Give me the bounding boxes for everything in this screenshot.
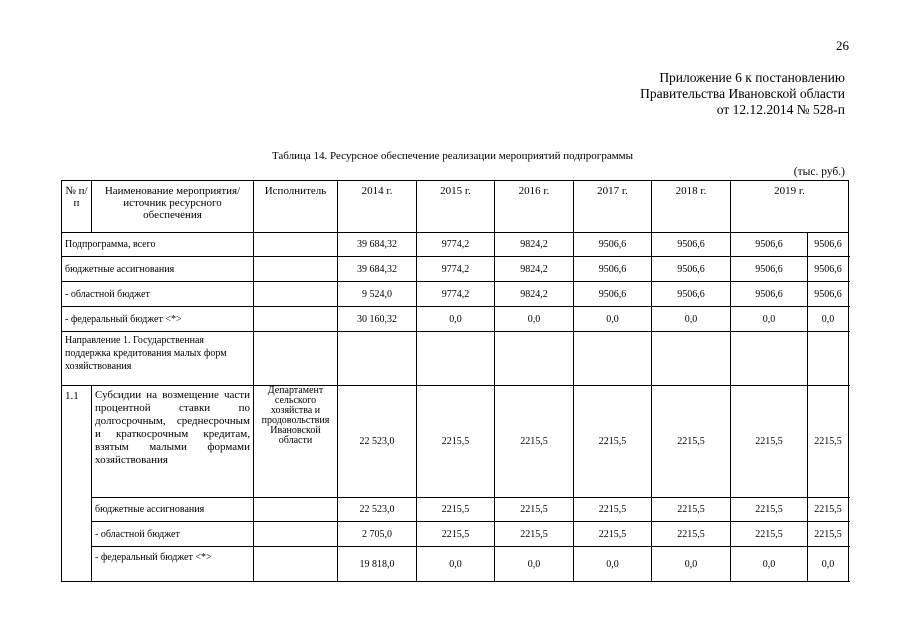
- col-year-header: 2018 г.: [652, 181, 731, 233]
- value-cell: 2215,5: [731, 522, 808, 547]
- value-cell: 0,0: [808, 547, 849, 582]
- col-year-header: 2019 г.: [731, 181, 849, 233]
- value-cell: 9506,6: [574, 233, 652, 257]
- value-cell: [574, 332, 652, 386]
- value-cell: 0,0: [652, 307, 731, 332]
- value-cell: 9506,6: [574, 257, 652, 282]
- table-row: [62, 547, 849, 582]
- document-header: [640, 70, 845, 118]
- value-cell: 2215,5: [495, 386, 574, 498]
- col-year-header: 2015 г.: [417, 181, 495, 233]
- col-name-header: Наименование мероприятия/источник ресурсного обеспечения: [92, 181, 254, 233]
- value-cell: 2215,5: [417, 386, 495, 498]
- row-label: - федеральный бюджет <*>: [92, 547, 254, 582]
- value-cell: 30 160,32: [338, 307, 417, 332]
- value-cell: 2215,5: [731, 386, 808, 498]
- value-cell: 2215,5: [495, 522, 574, 547]
- header-line-3: от 12.12.2014 № 528-п: [716, 102, 845, 117]
- value-cell: 2215,5: [574, 386, 652, 498]
- table-row: [62, 522, 849, 547]
- col-num-header: № п/п: [62, 181, 92, 233]
- value-cell: [338, 332, 417, 386]
- value-cell: [808, 332, 849, 386]
- value-cell: 0,0: [574, 547, 652, 582]
- item-number: 1.1: [62, 386, 92, 582]
- value-cell: 22 523,0: [338, 498, 417, 522]
- table-row: [62, 282, 849, 307]
- row-label: - федеральный бюджет <*>: [62, 307, 254, 332]
- value-cell: 2215,5: [808, 498, 849, 522]
- resource-table: [61, 180, 849, 582]
- col-year-header: 2016 г.: [495, 181, 574, 233]
- value-cell: 9774,2: [417, 282, 495, 307]
- table-header-row: [62, 181, 849, 233]
- value-cell: 19 818,0: [338, 547, 417, 582]
- value-cell: 2215,5: [574, 498, 652, 522]
- value-cell: 39 684,32: [338, 233, 417, 257]
- value-cell: 0,0: [417, 307, 495, 332]
- value-cell: 9506,6: [652, 257, 731, 282]
- value-cell: 9774,2: [417, 257, 495, 282]
- row-label: - областной бюджет: [62, 282, 254, 307]
- table-row: [62, 498, 849, 522]
- row-label: Подпрограмма, всего: [62, 233, 254, 257]
- value-cell: 0,0: [495, 307, 574, 332]
- value-cell: [417, 332, 495, 386]
- value-cell: 0,0: [808, 307, 849, 332]
- value-cell: 9506,6: [731, 233, 808, 257]
- value-cell: 0,0: [495, 547, 574, 582]
- header-line-1: Приложение 6 к постановлению: [659, 70, 845, 85]
- value-cell: 2215,5: [417, 522, 495, 547]
- value-cell: 9824,2: [495, 282, 574, 307]
- col-executor-header: Исполнитель: [254, 181, 338, 233]
- value-cell: 9506,6: [574, 282, 652, 307]
- row-label: бюджетные ассигнования: [62, 257, 254, 282]
- value-cell: 2215,5: [808, 522, 849, 547]
- value-cell: 2215,5: [652, 386, 731, 498]
- executor-cell: [254, 547, 338, 582]
- value-cell: 9506,6: [652, 233, 731, 257]
- executor-cell: [254, 257, 338, 282]
- table-row: [62, 257, 849, 282]
- direction-row: [62, 332, 849, 386]
- value-cell: 9824,2: [495, 257, 574, 282]
- row-label: бюджетные ассигнования: [92, 498, 254, 522]
- executor-cell: [254, 282, 338, 307]
- value-cell: 0,0: [652, 547, 731, 582]
- direction-label: Направление 1. Государственная поддержка кредитования малых форм хозяйствования: [62, 332, 254, 386]
- value-cell: 2215,5: [417, 498, 495, 522]
- value-cell: 2215,5: [652, 522, 731, 547]
- value-cell: 0,0: [417, 547, 495, 582]
- value-cell: 9506,6: [808, 233, 849, 257]
- value-cell: 0,0: [731, 307, 808, 332]
- page-number: 26: [836, 38, 849, 53]
- value-cell: 0,0: [574, 307, 652, 332]
- value-cell: 39 684,32: [338, 257, 417, 282]
- value-cell: 22 523,0: [338, 386, 417, 498]
- executor-cell: [254, 498, 338, 522]
- header-line-2: Правительства Ивановской области: [640, 86, 845, 101]
- value-cell: 9506,6: [652, 282, 731, 307]
- value-cell: 2215,5: [495, 498, 574, 522]
- table-title: Таблица 14. Ресурсное обеспечение реализации мероприятий подпрограммы: [271, 150, 634, 162]
- col-year-header: 2017 г.: [574, 181, 652, 233]
- value-cell: 9506,6: [731, 282, 808, 307]
- value-cell: 9506,6: [808, 282, 849, 307]
- value-cell: [652, 332, 731, 386]
- units-label: (тыс. руб.): [793, 166, 845, 178]
- value-cell: 2215,5: [652, 498, 731, 522]
- value-cell: 9774,2: [417, 233, 495, 257]
- value-cell: [495, 332, 574, 386]
- executor-cell: [254, 332, 338, 386]
- value-cell: 9 524,0: [338, 282, 417, 307]
- value-cell: 2215,5: [574, 522, 652, 547]
- table-row: [62, 233, 849, 257]
- value-cell: 0,0: [731, 547, 808, 582]
- executor-cell: [254, 307, 338, 332]
- row-label: - областной бюджет: [92, 522, 254, 547]
- executor-cell: [254, 522, 338, 547]
- value-cell: 9506,6: [731, 257, 808, 282]
- item-executor: Департамент сельского хозяйства и продовольствия Ивановской области: [254, 386, 338, 498]
- value-cell: 9506,6: [808, 257, 849, 282]
- item-row: [62, 386, 849, 498]
- value-cell: 9824,2: [495, 233, 574, 257]
- col-year-header: 2014 г.: [338, 181, 417, 233]
- item-label: Субсидии на возмещение части процентной ставки по долгосрочным, среднесрочным и краткосрочным кредитам, взятым малыми формами хозяйствования: [92, 386, 254, 498]
- value-cell: 2 705,0: [338, 522, 417, 547]
- value-cell: 2215,5: [731, 498, 808, 522]
- value-cell: [731, 332, 808, 386]
- value-cell: 2215,5: [808, 386, 849, 498]
- table-row: [62, 307, 849, 332]
- executor-cell: [254, 233, 338, 257]
